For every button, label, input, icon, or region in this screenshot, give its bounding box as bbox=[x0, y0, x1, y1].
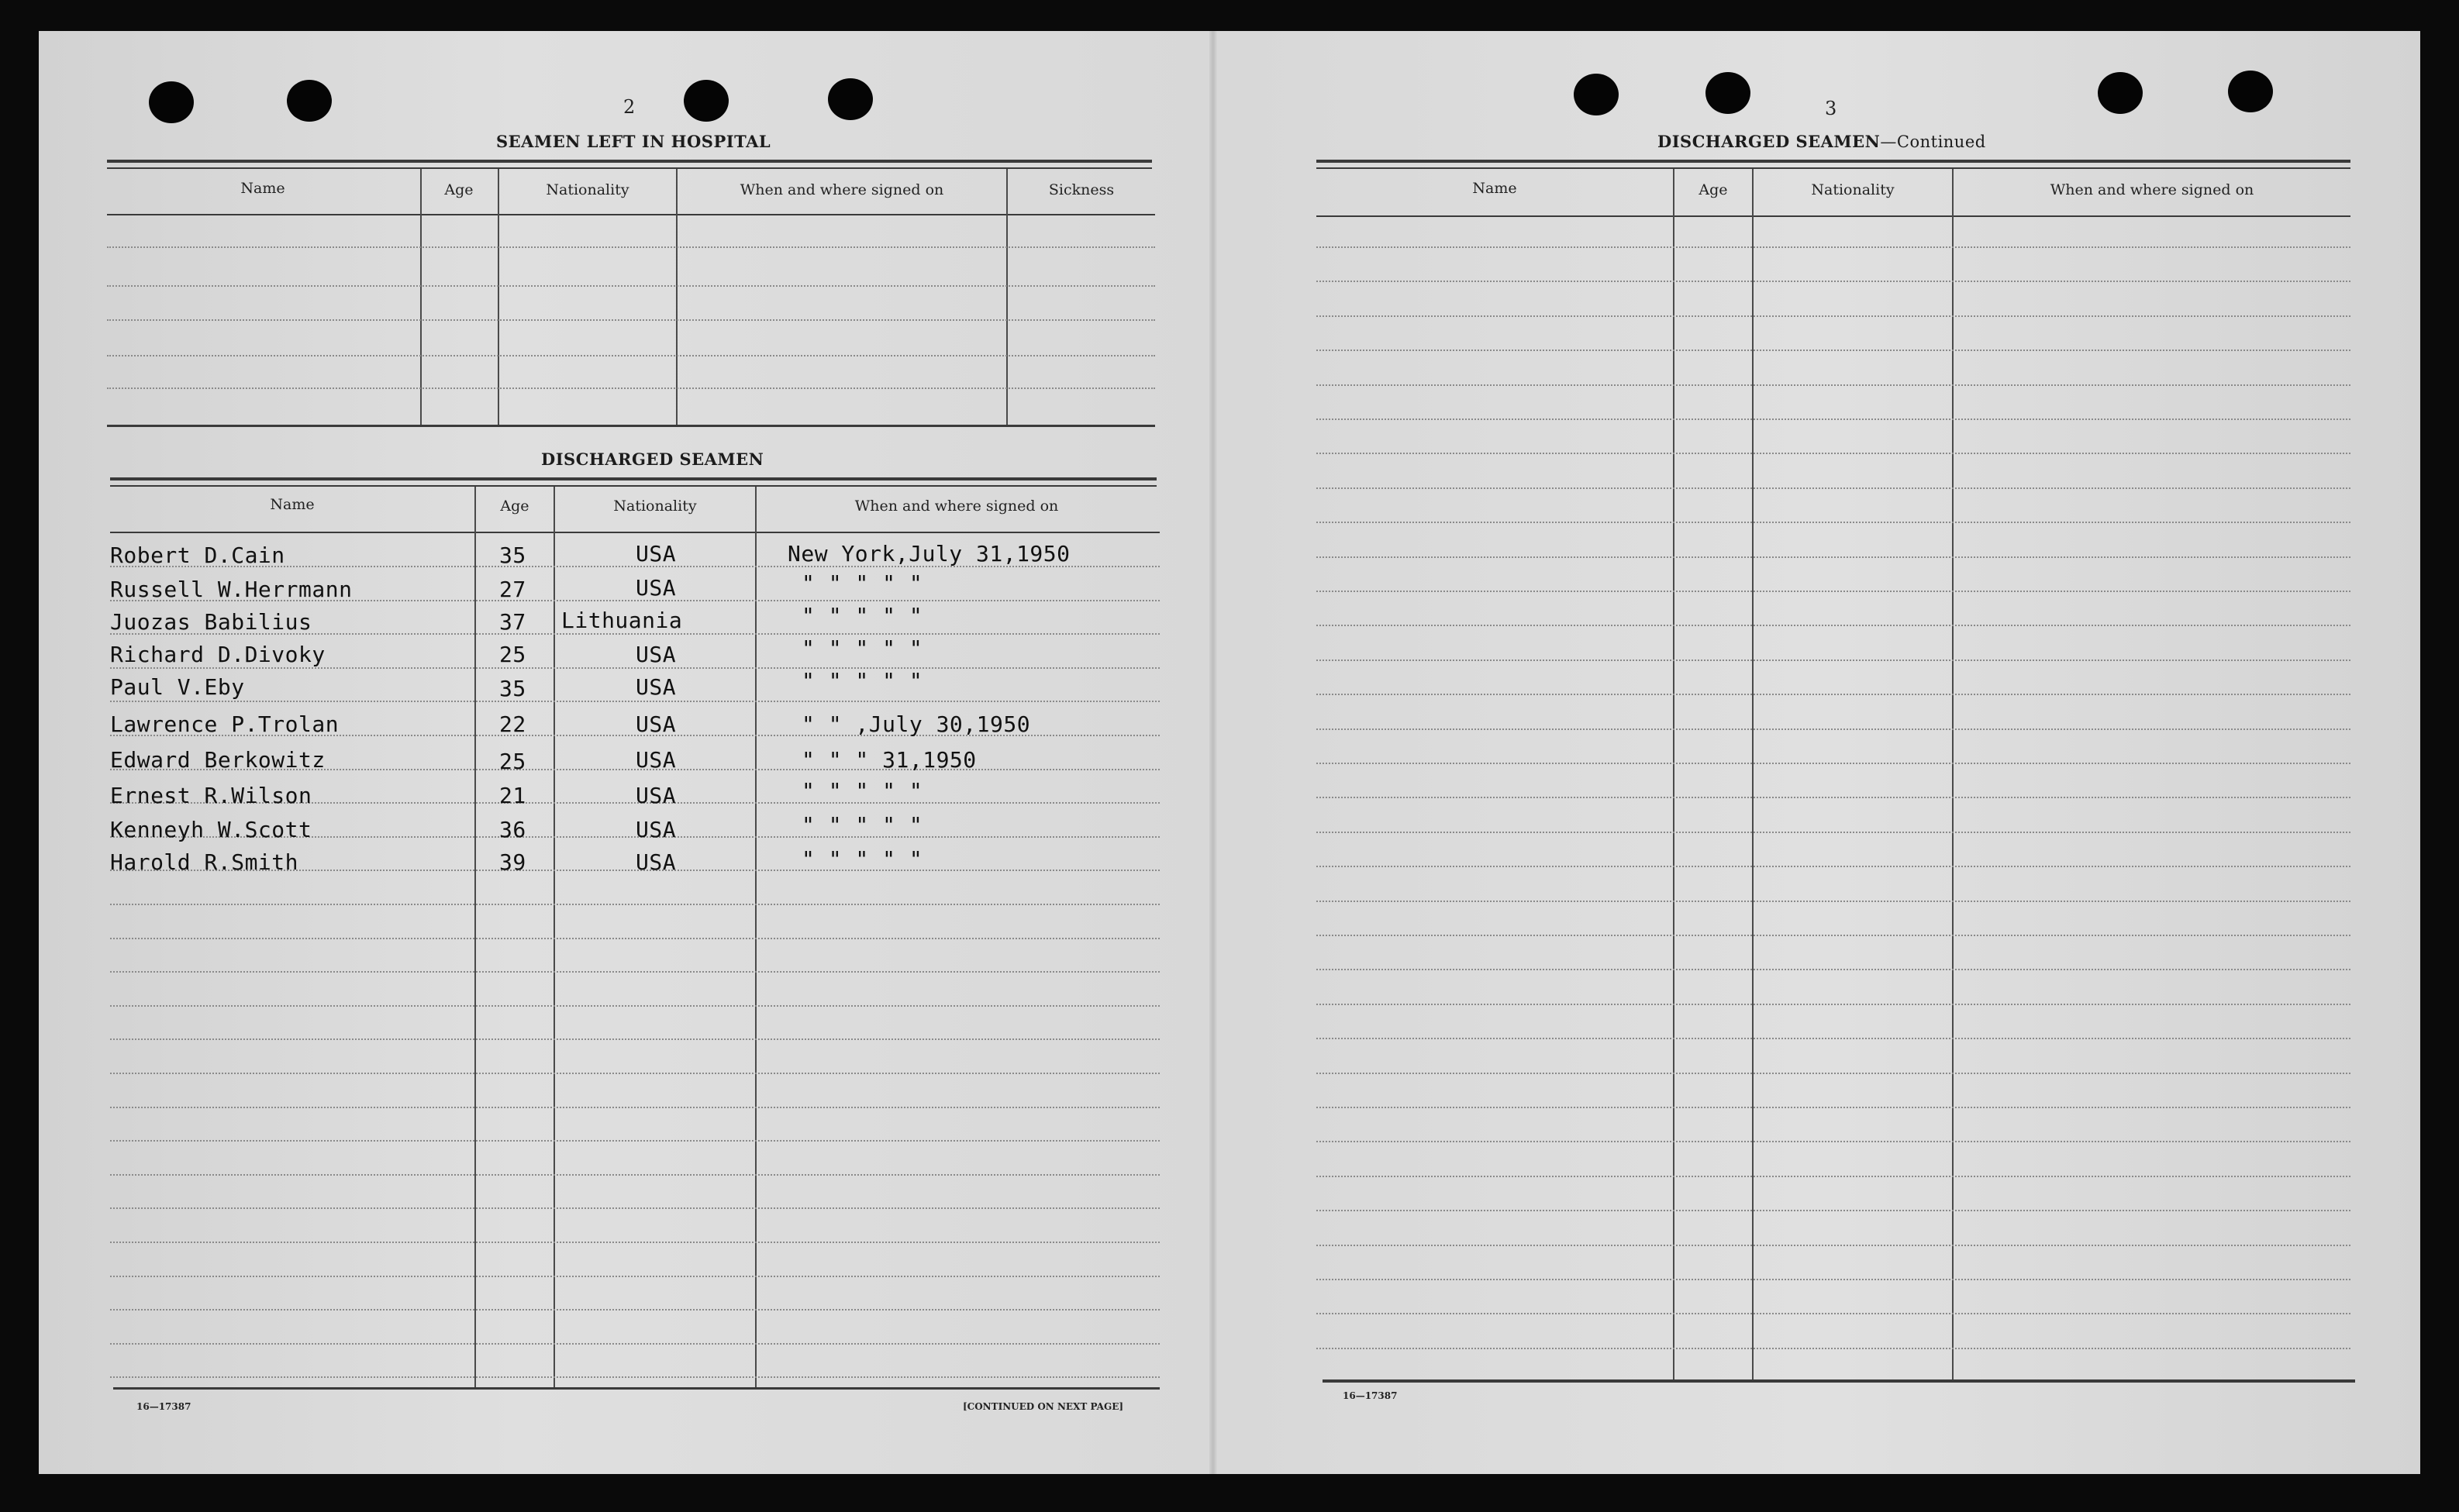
discharged-col-nationality: Nationality bbox=[613, 498, 697, 515]
punch-hole bbox=[1574, 74, 1619, 115]
hospital-row-line bbox=[107, 355, 1155, 357]
discharged-top-rule-thin bbox=[110, 485, 1157, 487]
ruled-line bbox=[110, 1038, 1160, 1041]
seaman-signed-on: " " " " " bbox=[802, 778, 923, 804]
ruled-line bbox=[110, 904, 1160, 906]
ruled-line bbox=[110, 1376, 1160, 1379]
form-number-right: 16—17387 bbox=[1343, 1390, 1398, 1401]
ruled-line bbox=[1316, 591, 2350, 593]
seaman-name: Russell W.Herrmann bbox=[110, 577, 353, 602]
ruled-line bbox=[1316, 556, 2350, 559]
hospital-col-signed-on: When and where signed on bbox=[740, 181, 944, 198]
seaman-name: Robert D.Cain bbox=[110, 542, 285, 568]
ruled-line bbox=[1316, 281, 2350, 283]
ruled-line bbox=[110, 1207, 1160, 1210]
hospital-col-divider bbox=[498, 169, 499, 425]
hospital-col-divider bbox=[676, 169, 678, 425]
ruled-line bbox=[110, 1073, 1160, 1075]
seaman-nationality: USA bbox=[636, 711, 677, 737]
seaman-name: Harold R.Smith bbox=[110, 849, 299, 875]
seaman-nationality: USA bbox=[636, 817, 677, 842]
seaman-signed-on: " " " " " bbox=[802, 603, 923, 629]
hospital-col-age: Age bbox=[444, 181, 474, 198]
hospital-bottom-rule bbox=[107, 425, 1155, 427]
hospital-top-rule bbox=[107, 160, 1152, 163]
hospital-header-rule bbox=[107, 214, 1155, 215]
seaman-signed-on: " " " 31,1950 bbox=[802, 747, 977, 773]
ruled-line bbox=[1316, 350, 2350, 352]
ruled-line bbox=[1316, 728, 2350, 731]
hospital-row-line bbox=[107, 285, 1155, 288]
seaman-name: Paul V.Eby bbox=[110, 674, 245, 700]
seaman-name: Lawrence P.Trolan bbox=[110, 711, 340, 737]
seaman-signed-on: New York,July 31,1950 bbox=[788, 541, 1071, 567]
punch-hole bbox=[149, 81, 194, 123]
seaman-nationality: Lithuania bbox=[561, 608, 683, 633]
seaman-name: Juozas Babilius bbox=[110, 609, 312, 635]
seaman-signed-on: " " " " " bbox=[802, 846, 923, 872]
hospital-col-nationality: Nationality bbox=[546, 181, 629, 198]
seaman-nationality: USA bbox=[636, 541, 677, 567]
continued-title-suffix: —Continued bbox=[1880, 133, 1986, 151]
page-number-right: 3 bbox=[1825, 98, 1837, 119]
right-col-nationality: Nationality bbox=[1811, 181, 1895, 198]
seaman-signed-on: " " " " " bbox=[802, 812, 923, 838]
hospital-col-sickness: Sickness bbox=[1048, 181, 1115, 198]
seaman-name: Edward Berkowitz bbox=[110, 747, 326, 773]
form-number-left: 16—17387 bbox=[136, 1401, 191, 1412]
ruled-line bbox=[1316, 1348, 2350, 1350]
ruled-line bbox=[1316, 418, 2350, 421]
ruled-line bbox=[1316, 522, 2350, 524]
ruled-line bbox=[1316, 694, 2350, 696]
punch-hole bbox=[1705, 72, 1750, 114]
ruled-line bbox=[1316, 1073, 2350, 1075]
ruled-line bbox=[1316, 797, 2350, 799]
ruled-line bbox=[110, 1309, 1160, 1311]
ruled-line bbox=[110, 1140, 1160, 1142]
ruled-line bbox=[1316, 1038, 2350, 1040]
ruled-line bbox=[1316, 901, 2350, 903]
ruled-line bbox=[1316, 660, 2350, 662]
hospital-col-divider bbox=[1006, 169, 1008, 425]
discharged-col-name: Name bbox=[270, 496, 315, 513]
right-header-rule bbox=[1316, 215, 2350, 217]
discharged-col-divider bbox=[474, 487, 476, 1387]
discharged-col-divider bbox=[554, 487, 555, 1387]
seaman-nationality: USA bbox=[636, 674, 677, 700]
right-bottom-rule bbox=[1323, 1379, 2355, 1383]
seaman-nationality: USA bbox=[636, 849, 677, 875]
seaman-nationality: USA bbox=[636, 783, 677, 808]
ruled-line bbox=[110, 971, 1160, 973]
ruled-line bbox=[1316, 384, 2350, 387]
continued-title-main: DISCHARGED SEAMEN bbox=[1657, 132, 1881, 151]
hospital-top-rule-thin bbox=[107, 167, 1152, 169]
ruled-line bbox=[110, 1174, 1160, 1176]
ruled-line bbox=[110, 1005, 1160, 1007]
right-col-age: Age bbox=[1699, 181, 1728, 198]
right-top-rule-thin bbox=[1316, 167, 2350, 169]
discharged-header-rule bbox=[110, 532, 1160, 533]
continued-section-title bbox=[1657, 132, 1986, 151]
seaman-age: 21 bbox=[499, 783, 526, 808]
ruled-line bbox=[1316, 625, 2350, 627]
ruled-line bbox=[1316, 1279, 2350, 1281]
seaman-signed-on: " " " " " bbox=[802, 635, 923, 661]
ruled-line bbox=[1316, 935, 2350, 937]
seaman-name: Kenneyh W.Scott bbox=[110, 817, 312, 842]
continued-note: [CONTINUED ON NEXT PAGE] bbox=[963, 1401, 1124, 1412]
ruled-line bbox=[1316, 1210, 2350, 1212]
center-fold bbox=[1209, 31, 1217, 1474]
seaman-age: 37 bbox=[499, 609, 526, 635]
ruled-line bbox=[1316, 453, 2350, 455]
ruled-line bbox=[110, 938, 1160, 940]
ruled-line bbox=[1316, 487, 2350, 490]
discharged-bottom-rule bbox=[113, 1387, 1160, 1390]
ruled-line bbox=[110, 1343, 1160, 1345]
seaman-age: 22 bbox=[499, 711, 526, 737]
seaman-age: 36 bbox=[499, 817, 526, 842]
seaman-age: 39 bbox=[499, 849, 526, 875]
hospital-col-name: Name bbox=[240, 180, 285, 197]
hospital-col-divider bbox=[420, 169, 422, 425]
hospital-row-line bbox=[107, 387, 1155, 390]
seaman-age: 27 bbox=[499, 577, 526, 602]
ruled-line bbox=[1316, 1313, 2350, 1315]
seaman-nationality: USA bbox=[636, 642, 677, 667]
punch-hole bbox=[684, 80, 729, 122]
discharged-col-signed-on: When and where signed on bbox=[854, 498, 1059, 515]
seaman-nationality: USA bbox=[636, 747, 677, 773]
hospital-row-line bbox=[107, 246, 1155, 249]
ruled-line bbox=[110, 1107, 1160, 1109]
discharged-col-divider bbox=[755, 487, 757, 1387]
ruled-line bbox=[1316, 1004, 2350, 1006]
seaman-nationality: USA bbox=[636, 575, 677, 601]
seaman-signed-on: " " ,July 30,1950 bbox=[802, 711, 1031, 737]
punch-hole bbox=[2228, 71, 2273, 112]
seaman-signed-on: " " " " " bbox=[802, 668, 923, 694]
ruled-line bbox=[1316, 1176, 2350, 1178]
right-col-signed-on: When and where signed on bbox=[2050, 181, 2254, 198]
seaman-name: Ernest R.Wilson bbox=[110, 783, 312, 808]
ruled-line bbox=[1316, 1141, 2350, 1143]
ruled-line bbox=[110, 701, 1160, 703]
punch-hole bbox=[828, 78, 873, 120]
ruled-line bbox=[1316, 315, 2350, 318]
discharged-col-age: Age bbox=[500, 498, 529, 515]
seaman-age: 25 bbox=[499, 642, 526, 667]
seaman-age: 35 bbox=[499, 542, 526, 568]
seaman-name: Richard D.Divoky bbox=[110, 642, 326, 667]
ruled-line bbox=[1316, 763, 2350, 765]
ruled-line bbox=[1316, 246, 2350, 249]
seaman-signed-on: " " " " " bbox=[802, 570, 923, 596]
right-col-name: Name bbox=[1472, 180, 1517, 197]
ruled-line bbox=[110, 1276, 1160, 1278]
ruled-line bbox=[1316, 1245, 2350, 1247]
punch-hole bbox=[2098, 72, 2143, 114]
discharged-top-rule bbox=[110, 477, 1157, 480]
ruled-line bbox=[1316, 866, 2350, 868]
ruled-line bbox=[110, 667, 1160, 670]
seaman-age: 35 bbox=[499, 676, 526, 701]
ruled-line bbox=[1316, 1107, 2350, 1109]
seaman-age: 25 bbox=[499, 749, 526, 774]
discharged-section-title: DISCHARGED SEAMEN bbox=[541, 449, 764, 469]
hospital-row-line bbox=[107, 319, 1155, 322]
ruled-line bbox=[1316, 832, 2350, 834]
ruled-line bbox=[110, 1242, 1160, 1244]
ruled-line bbox=[1316, 969, 2350, 971]
hospital-section-title: SEAMEN LEFT IN HOSPITAL bbox=[496, 132, 771, 151]
page-number-left: 2 bbox=[623, 96, 636, 118]
right-top-rule bbox=[1316, 160, 2350, 163]
punch-hole bbox=[287, 80, 332, 122]
